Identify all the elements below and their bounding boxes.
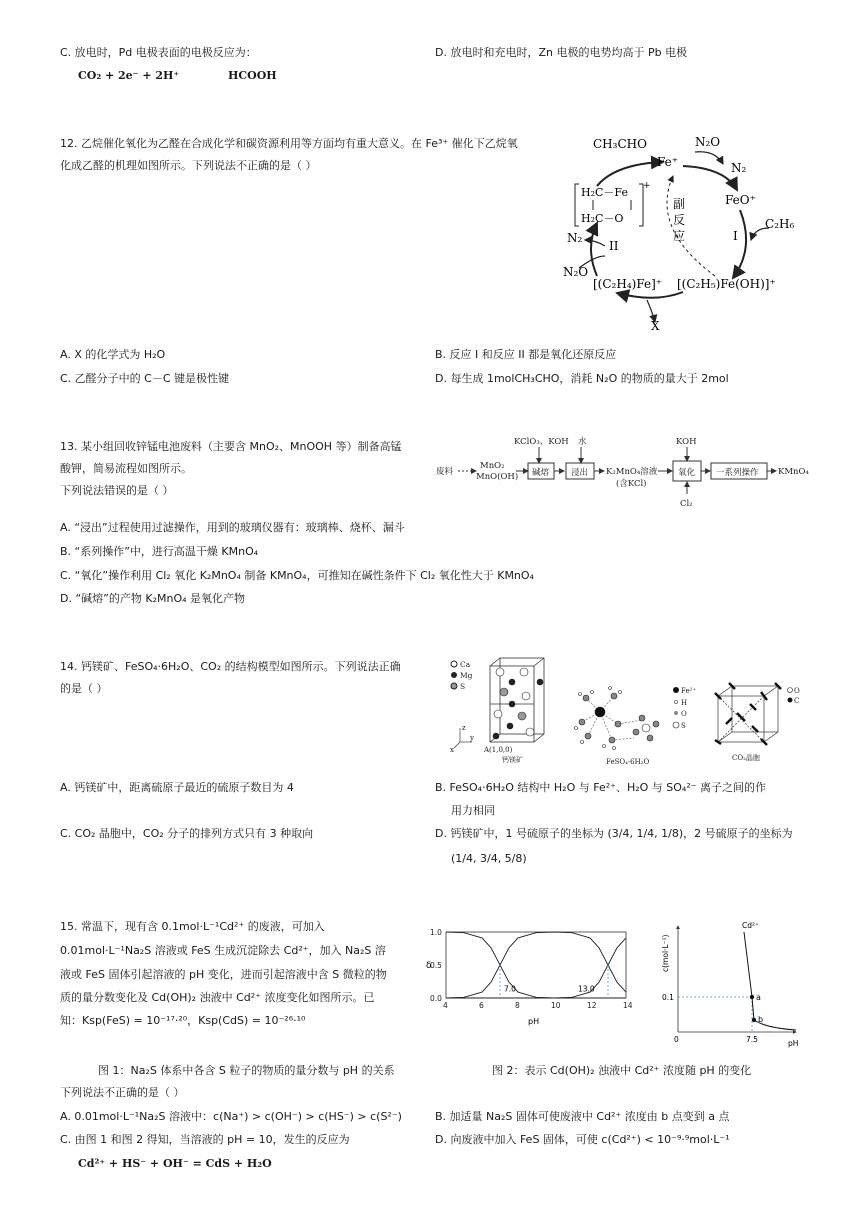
q15-stem-line1: 15. 常温下，现有含 0.1mol·L⁻¹Cd²⁺ 的废液，可加入 [60,920,325,933]
q15-stem-line5: 知：Ksp(FeS) = 10⁻¹⁷·²⁰，Ksp(CdS) = 10⁻²⁶·¹⁰ [60,1014,306,1027]
label-feo-plus: FeO⁺ [725,193,756,207]
point-a-label: A(1,0,0) [484,746,513,754]
q14-feso4-structure [574,684,700,766]
chart1-series-group [446,932,626,998]
q12-option-a: A. X 的化学式为 H₂O [60,348,166,361]
q11-option-c-equation-left: CO₂ + 2e⁻ + 2H⁺ [78,69,180,82]
chart1-annotation-13: 13.0 [578,984,595,994]
q13-option-b: B. “系列操作”中，进行高温干燥 KMnO₄ [60,545,259,558]
chart1-ytick: 0.0 [430,994,442,1003]
legend-fe: Fe²⁺ [681,687,697,695]
legend-mg: Mg [460,671,473,680]
ore-caption: 钙镁矿 [502,756,523,764]
q12-option-b: B. 反应 I 和反应 II 都是氧化还原反应 [435,348,617,361]
q15-option-a: A. 0.01mol·L⁻¹Na₂S 溶液中：c(Na⁺) > c(OH⁻) > c(HS⁻) > c(S²⁻) [60,1110,402,1123]
cycle-arrow-fe-to-feo [683,166,737,190]
axis-x: x [450,746,454,754]
n2o-in-arrow [695,152,723,164]
chart1-annotation-7: 7.0 [504,984,516,994]
flow-product: KMnO₄ [778,467,809,477]
q15-stem-line4: 质的量分数变化及 Cd(OH)₂ 浊液中 Cd²⁺ 浓度变化如图所示。已 [60,991,375,1004]
chart2-cd-curve [744,932,796,1030]
label-n2o-top: N₂O [695,135,721,149]
label-fe-plus: Fe⁺ [657,155,679,169]
q14-stem-line1: 14. 钙镁矿、FeSO₄·6H₂O、CO₂ 的结构模型如图所示。下列说法正确 [60,660,401,673]
label-n2-left: N₂ [567,231,583,245]
chart2-xtick-origin: 0 [674,1035,679,1044]
q15-question: 下列说法不正确的是（ ） [60,1086,185,1099]
feso4-caption: FeSO₄·6H₂O [606,758,650,766]
legend-o: O [681,710,687,718]
flow-reagent4: Cl₂ [680,499,693,509]
chart1-xlabel: pH [528,1017,540,1026]
flow-mix-top: MnO₂ [480,461,505,471]
chart2-series-label: Cd²⁺ [742,921,759,930]
flow-step3: 氧化 [678,468,696,478]
complex-bracket-left [575,184,579,226]
cycle-arrow-reaction-two [591,223,597,276]
q12-stem-line2: 化成乙醛的机理如图所示。下列说法不正确的是（ ） [60,159,317,172]
chart1-xtick: 6 [479,1001,484,1010]
label-complex-charge: + [643,181,651,191]
q14-option-b-line2: 用力相同 [451,804,495,817]
chart1-ylabel: δ [426,961,432,971]
q14-stem-line2: 的是（ ） [60,682,108,695]
q13-stem-line3: 下列说法错误的是（ ） [60,484,174,497]
flow-reagent2: 水 [578,437,587,447]
label-side-2: 反 [673,213,686,227]
q15-option-b: B. 加适量 Na₂S 固体可使废液中 Cd²⁺ 浓度由 b 点变到 a 点 [435,1110,730,1123]
q15-fig1-caption: 图 1：Na₂S 体系中各含 S 粒子的物质的量分数与 pH 的关系 [98,1064,395,1077]
chart2-xlabel: pH [788,1039,799,1048]
chart1-series-line-1 [446,932,626,998]
legend-s: S [460,682,466,691]
q14-option-d-line2: (1/4, 3/4, 5/8) [451,852,527,865]
flow-mid-bottom: (含KCl) [616,479,647,489]
q12-option-d: D. 每生成 1molCH₃CHO，消耗 N₂O 的物质的量大于 2mol [435,372,729,385]
flow-reagent1: KClO₃、KOH [514,437,569,447]
label-reaction-two: II [609,239,619,253]
chart2-point-b [752,1018,756,1022]
label-x: X [651,319,660,333]
flow-reagent3: KOH [676,437,697,447]
q13-flow-chart [436,432,812,510]
q13-option-a: A. “浸出”过程使用过滤操作，用到的玻璃仪器有：玻璃棒、烧杯、漏斗 [60,521,405,534]
flow-mid-top: K₂MnO₄溶液 [606,467,658,477]
chart1-series-line-3 [446,938,626,998]
chart2-ylabel: c(mol·L⁻¹) [661,934,670,972]
q15-chart2 [656,916,806,1052]
label-c2h6: C₂H₆ [765,217,795,231]
q15-option-d: D. 向废液中加入 FeS 固体，可使 c(Cd²⁺) < 10⁻⁹·⁹mol·L⁻¹ [435,1133,730,1146]
q14-ore-structure [446,652,556,764]
label-c2h4fe: [(C₂H₄)Fe]⁺ [593,277,663,291]
axis-z: z [462,724,466,732]
q15-chart1 [418,920,638,1032]
q14-option-b-line1: B. FeSO₄·6H₂O 结构中 H₂O 与 Fe²⁺、H₂O 与 SO₄²⁻ 离子之间的作 [435,781,767,794]
chart1-xtick: 12 [587,1001,597,1010]
label-n2o-left: N₂O [563,265,589,279]
label-reaction-one: I [733,229,738,243]
q12-mechanism-diagram [555,128,805,334]
label-complex-top: H₂C－Fe [581,186,628,199]
q14-co2-structure [712,680,812,766]
flow-step2: 浸出 [571,468,589,478]
q11-option-c-equation-right: HCOOH [228,69,277,82]
cycle-arrow-reaction-one [733,210,746,278]
chart2-label-b: b [758,1015,764,1024]
q12-option-c: C. 乙醛分子中的 C－C 键是极性键 [60,372,230,385]
cycle-arrow-to-fe [597,162,663,186]
q15-stem-line2: 0.01mol·L⁻¹Na₂S 溶液或 FeS 生成沉淀除去 Cd²⁺，加入 Na₂S 溶 [60,944,386,957]
label-side-1: 副 [673,197,686,211]
legend-s-2: S [681,722,686,730]
q14-option-d-line1: D. 钙镁矿中，1 号硫原子的坐标为 (3/4, 1/4, 1/8)，2 号硫原子的坐标为 [435,827,793,840]
q11-option-d: D. 放电时和充电时，Zn 电极的电势均高于 Pb 电极 [435,46,688,59]
q15-stem-line3: 液或 FeS 固体引起溶液的 pH 变化，进而引起溶液中含 S 微粒的物 [60,968,387,981]
q13-stem-line1: 13. 某小组回收锌锰电池废料（主要含 MnO₂、MnOOH 等）制备高锰 [60,440,402,453]
q14-option-c: C. CO₂ 晶胞中，CO₂ 分子的排列方式只有 3 种取向 [60,827,314,840]
chart2-label-a: a [756,993,761,1002]
flow-feed: 废料 [436,467,454,477]
axis-y: y [470,734,474,742]
chart1-xtick: 14 [623,1001,633,1010]
legend-ca: Ca [460,660,471,669]
chart2-xtick: 7.5 [746,1035,758,1044]
label-ch3cho: CH₃CHO [593,137,647,151]
label-complex-bottom: H₂C－O [581,212,624,225]
legend-o-co2: O [794,687,800,695]
chart2-ytick: 0.1 [662,993,674,1002]
q11-option-c: C. 放电时，Pd 电极表面的电极反应为： [60,46,257,59]
chart1-ytick: 1.0 [430,928,442,937]
q14-option-a: A. 钙镁矿中，距离硫原子最近的硫原子数目为 4 [60,781,294,794]
n2-left-out [585,240,605,246]
q15-option-c-line1: C. 由图 1 和图 2 得知，当溶液的 pH = 10，发生的反应为 [60,1133,350,1146]
label-c2h5feoh: [(C₂H₅)Fe(OH)]⁺ [677,277,776,291]
q15-option-c-line2: Cd²⁺ + HS⁻ + OH⁻ = CdS + H₂O [78,1157,272,1170]
chart1-ytick: 0.5 [430,961,442,970]
chart1-xtick: 10 [551,1001,561,1010]
chart1-xtick: 8 [515,1001,520,1010]
q13-stem-line2: 酸钾，简易流程如图所示。 [60,462,192,475]
q13-option-c: C. “氧化”操作利用 Cl₂ 氧化 K₂MnO₄ 制备 KMnO₄，可推知在碱性条件下 Cl₂ 氧化性大于 KMnO₄ [60,569,534,582]
chart1-xtick: 4 [443,1001,448,1010]
q12-stem-line1: 12. 乙烷催化氧化为乙醛在合成化学和碳资源利用等方面均有重大意义。在 Fe³⁺ 催化下乙烷氧 [60,137,518,150]
flow-step4: 一系列操作 [716,468,759,478]
flow-mix-bottom: MnO(OH) [476,472,519,482]
chart1-plot-frame [446,932,626,998]
flow-step1: 碱熔 [532,468,550,478]
q13-option-d: D. “碱熔”的产物 K₂MnO₄ 是氧化产物 [60,592,246,605]
q15-fig2-caption: 图 2：表示 Cd(OH)₂ 浊液中 Cd²⁺ 浓度随 pH 的变化 [492,1064,752,1077]
legend-c-co2: C [794,697,800,705]
cycle-arrow-to-c2h4fe [617,292,683,298]
co2-caption: CO₂晶胞 [732,754,760,762]
label-side-3: 应 [673,229,686,243]
legend-h: H [681,699,688,707]
chart2-point-a [750,995,754,999]
label-n2-top: N₂ [731,161,747,175]
chart1-series-line-2 [446,932,626,998]
